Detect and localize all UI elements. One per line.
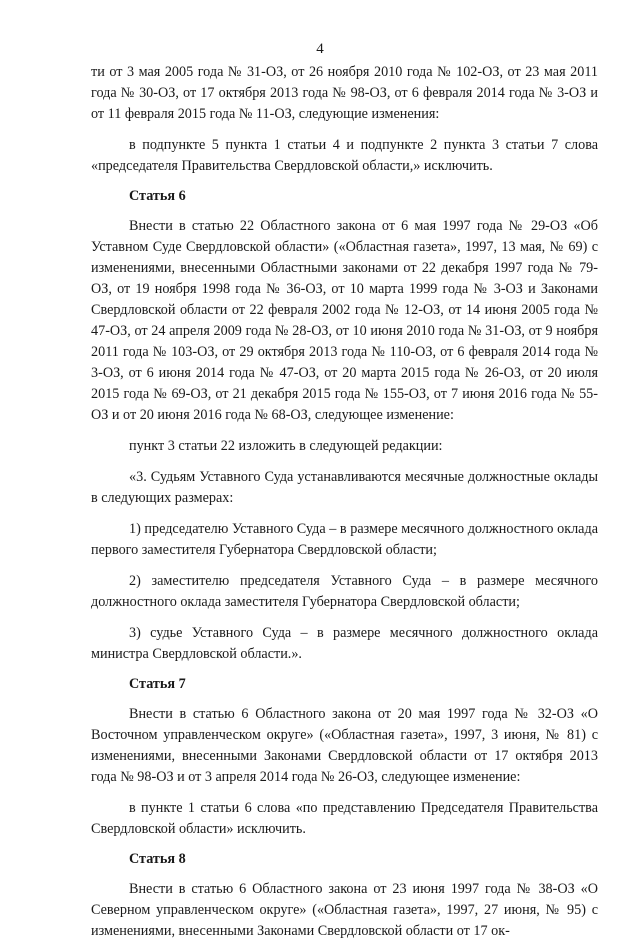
article-heading: Статья 6 <box>129 188 186 204</box>
article-heading: Статья 7 <box>129 676 186 692</box>
paragraph: Внести в статью 22 Областного закона от 6 мая 1997 года № 29-ОЗ «Об Уставном Суде Свердловской области» («Областная газета», 1997, 13 мая, № 69) с изменениями, внесенными Областными законами от 22 декабря 1997 года № 79-ОЗ, от 19 ноября 1998 года № 36-ОЗ, от 10 марта 1999 года № 3-ОЗ и Законами Свердловской области от 22 февраля 2002 года № 12-ОЗ, от 14 июня 2005 года № 47-ОЗ, от 24 апреля 2009 года № 28-ОЗ, от 10 июня 2010 года № 31-ОЗ, от 9 ноября 2011 года № 103-ОЗ, от 29 октября 2013 года № 110-ОЗ, от 6 февраля 2014 года № 3-ОЗ, от 6 июня 2014 года № 47-ОЗ, от 20 марта 2015 года № 26-ОЗ, от 20 июля 2015 года № 69-ОЗ, от 21 декабря 2015 года № 155-ОЗ, от 7 июня 2016 года № 55-ОЗ и от 20 июня 2016 года № 68-ОЗ, следующее изменение: <box>91 218 598 423</box>
document-body <box>91 62 598 942</box>
paragraph: в подпункте 5 пункта 1 статьи 4 и подпункте 2 пункта 3 статьи 7 слова «председателя Правительства Свердловской области,» исключить. <box>91 137 598 174</box>
list-item: 1) председателю Уставного Суда – в размере месячного должностного оклада первого заместителя Губернатора Свердловской области; <box>91 521 598 558</box>
paragraph: ти от 3 мая 2005 года № 31-ОЗ, от 26 ноября 2010 года № 102-ОЗ, от 23 мая 2011 года № 30-ОЗ, от 17 октября 2013 года № 98-ОЗ, от 6 февраля 2014 года № 3-ОЗ и от 11 февраля 2015 года № 11-ОЗ, следующие изменения: <box>91 64 598 122</box>
list-item: 3) судье Уставного Суда – в размере месячного должностного оклада министра Свердловской области.». <box>91 625 598 662</box>
paragraph: Внести в статью 6 Областного закона от 20 мая 1997 года № 32-ОЗ «О Восточном управленческом округе» («Областная газета», 1997, 3 июня, № 81) с изменениями, внесенными Законами Свердловской области от 17 октября 2013 года № 98-ОЗ и от 3 апреля 2014 года № 26-ОЗ, следующее изменение: <box>91 706 598 785</box>
page-number: 4 <box>316 41 324 57</box>
paragraph: «3. Судьям Уставного Суда устанавливаются месячные должностные оклады в следующих размерах: <box>91 469 598 506</box>
paragraph: Внести в статью 6 Областного закона от 23 июня 1997 года № 38-ОЗ «О Северном управленческом округе» («Областная газета», 1997, 27 июня, № 95) с изменениями, внесенными Законами Свердловской области от 17 ок- <box>91 881 598 939</box>
paragraph: пункт 3 статьи 22 изложить в следующей редакции: <box>129 438 443 454</box>
paragraph: в пункте 1 статьи 6 слова «по представлению Председателя Правительства Свердловской области» исключить. <box>91 800 598 837</box>
list-item: 2) заместителю председателя Уставного Суда – в размере месячного должностного оклада заместителя Губернатора Свердловской области; <box>91 573 598 610</box>
article-heading: Статья 8 <box>129 851 186 867</box>
